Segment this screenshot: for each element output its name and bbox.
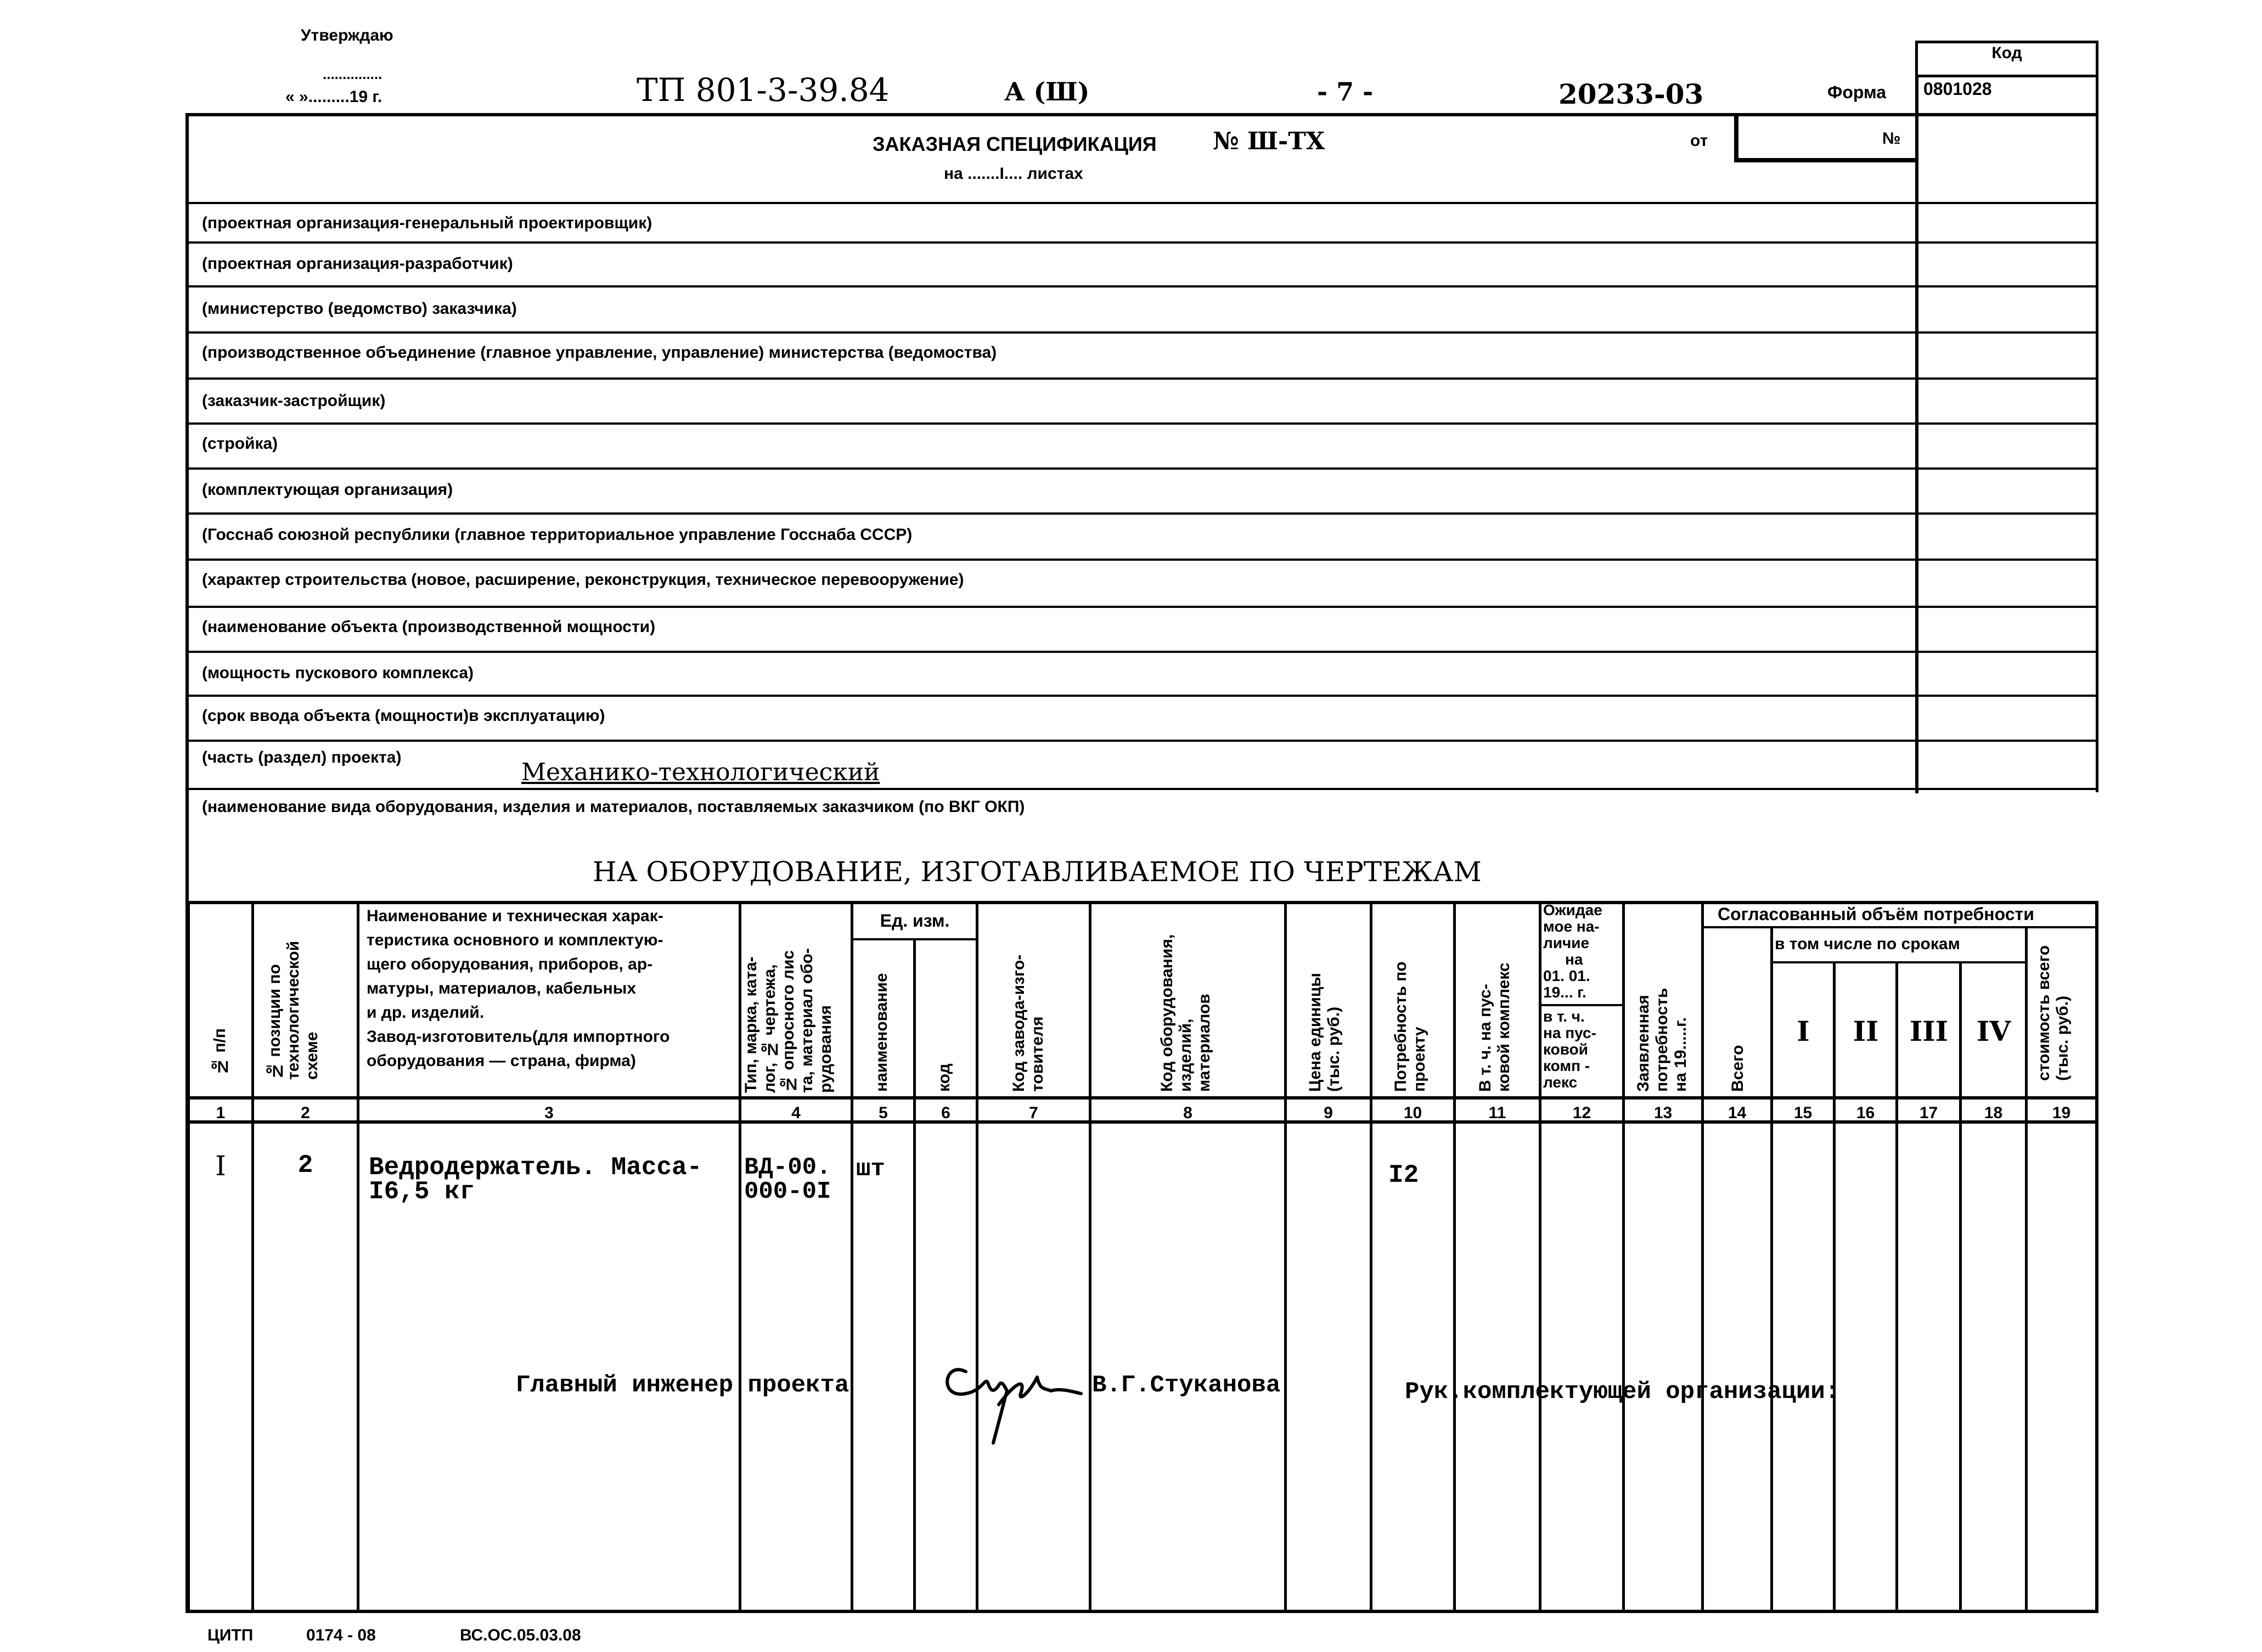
hdr-type-line: № опросного лис — [779, 950, 797, 1093]
hdr-declared-line: потребность — [1653, 988, 1671, 1092]
hdr-equip-line: Код оборудования, — [1158, 934, 1176, 1092]
hdr-name-line: оборудования — страна, фирма) — [367, 1052, 636, 1070]
hdr-term-1: I — [1797, 1015, 1810, 1047]
approve-date: « ».........19 г. — [285, 88, 382, 106]
col-number: 1 — [216, 1104, 226, 1122]
hdr-launch-line: ковой комплекс — [1495, 962, 1513, 1092]
row-object-name: (наименование объекта (производственной мощности) — [202, 618, 656, 636]
hdr-expected-launch-line: лекс — [1543, 1074, 1578, 1091]
hdr-by-terms: в том числе по срокам — [1775, 935, 1960, 953]
hdr-name-line: матуры, материалов, кабельных — [367, 979, 637, 997]
spec-sheets: на .......I.... листах — [944, 165, 1083, 183]
col-number: 11 — [1488, 1104, 1506, 1122]
col-number: 2 — [301, 1104, 310, 1122]
hdr-unit-name: наименование — [873, 973, 891, 1092]
hdr-price-line: Цена единицы — [1306, 973, 1324, 1092]
hdr-expected-line: на — [1565, 951, 1583, 968]
hdr-expected-line: 19... г. — [1543, 984, 1586, 1001]
hdr-type-line: Тип, марка, ката- — [742, 956, 760, 1093]
page-number: - 7 - — [1317, 77, 1374, 106]
doc-number: ТП 801-3-39.84 — [637, 71, 890, 109]
col-number: 14 — [1728, 1104, 1747, 1122]
hdr-expected-launch-line: на пус- — [1543, 1024, 1596, 1041]
item-type-line: 000-0I — [744, 1178, 831, 1205]
item-quantity: I2 — [1388, 1161, 1419, 1189]
row-customer: (заказчик-застройщик) — [202, 392, 386, 410]
hdr-equipment-code — [1158, 905, 1214, 1092]
col-number: 15 — [1793, 1104, 1813, 1122]
completing-org-head-label: Рук.комплектующей организации: — [1405, 1378, 1840, 1406]
footer-code-2: ВС.ОС.05.03.08 — [460, 1626, 581, 1644]
hdr-term-4: IV — [1976, 1015, 2011, 1047]
col-number: 18 — [1984, 1104, 2003, 1122]
hdr-unit-code: код — [935, 1063, 953, 1092]
chief-engineer-name: В.Г.Стуканова — [1092, 1372, 1281, 1399]
forma-label: Форма — [1827, 82, 1887, 102]
item-name-line: I6,5 кг — [369, 1177, 475, 1206]
hdr-position-text: № позиции по технологической схеме — [266, 940, 321, 1080]
col-number: 19 — [2052, 1104, 2071, 1122]
footer-org: ЦИТП — [207, 1626, 254, 1644]
item-type-line: ВД-00. — [744, 1154, 831, 1181]
hdr-expected-launch-line: комп - — [1543, 1057, 1590, 1074]
hdr-term-2: II — [1853, 1015, 1879, 1047]
item-row-number: I — [215, 1150, 226, 1182]
hdr-mfr-line: товителя — [1028, 1016, 1046, 1092]
project-part-value: Механико-технологический — [521, 758, 880, 786]
hdr-type-line: та, материал обо- — [798, 948, 816, 1093]
col-number: 12 — [1572, 1104, 1591, 1122]
hdr-unit-price — [1306, 933, 1343, 1092]
hdr-declared-line: на 19.....г. — [1672, 1017, 1690, 1092]
hdr-mfr-line: Код завода-изго- — [1010, 954, 1028, 1092]
col-number: 13 — [1653, 1104, 1673, 1122]
hdr-total: Всего — [1729, 1045, 1747, 1092]
col-number: 10 — [1403, 1104, 1422, 1122]
hdr-declared-line: Заявленная — [1634, 995, 1652, 1092]
hdr-expected-line: личие — [1543, 934, 1590, 951]
col-number: 7 — [1029, 1104, 1038, 1122]
hdr-launch-line: В т. ч. на пус- — [1476, 984, 1494, 1092]
col-number: 6 — [941, 1104, 950, 1122]
col-number: 4 — [791, 1104, 801, 1122]
hdr-expected-line: 01. 01. — [1543, 967, 1590, 984]
chief-engineer-label: Главный инженер проекта — [516, 1372, 849, 1399]
item-unit: шт — [856, 1155, 885, 1183]
row-construction: (стройка) — [202, 435, 278, 453]
spec-title: ЗАКАЗНАЯ СПЕЦИФИКАЦИЯ — [873, 133, 1157, 155]
row-gossnab: (Госснаб союзной республики (главное территориальное управление Госснаба СССР) — [202, 526, 913, 544]
row-general-designer: (проектная организация-генеральный проектировщик) — [202, 214, 652, 232]
hdr-name — [367, 904, 669, 1073]
hdr-demand-line: Потребность по — [1392, 961, 1410, 1092]
row-construction-type: (характер строительства (новое, расширение, реконструкция, техническое перевооружение) — [202, 571, 964, 589]
chief-engineer-signature-icon — [933, 1339, 1098, 1448]
spec-number: № Ш-ТХ — [1213, 127, 1325, 155]
hdr-position — [266, 915, 331, 1080]
item-position: 2 — [297, 1151, 313, 1180]
row-ministry: (министерство (ведомство) заказчика) — [202, 300, 517, 318]
hdr-expected-launch-line: в т. ч. — [1543, 1008, 1585, 1025]
hdr-type-line: рудования — [817, 1005, 835, 1093]
inventory-number: 20233-03 — [1558, 78, 1704, 110]
item-type — [744, 1155, 831, 1204]
section-title: НА ОБОРУДОВАНИЕ, ИЗГОТАВЛИВАЕМОЕ ПО ЧЕРТЕЖАМ — [593, 856, 1482, 888]
approve-dots: ............... — [323, 66, 382, 82]
row-project-part: (часть (раздел) проекта) — [202, 748, 402, 766]
row-developer: (проектная организация-разработчик) — [202, 255, 513, 273]
col-number: 17 — [1919, 1104, 1938, 1122]
row-equipment-kind: (наименование вида оборудования, изделия и материалов, поставляемых заказчиком (по ВКГ ОКП) — [202, 798, 1025, 816]
hdr-cost-line: стоимость всего — [2035, 945, 2053, 1081]
col-number: 5 — [879, 1104, 888, 1122]
hdr-name-line: Наименование и техническая харак- — [367, 907, 663, 925]
row-production-association: (производственное объединение (главное управление, управление) министерства (ведомоства) — [202, 343, 997, 362]
col-number: 16 — [1856, 1104, 1875, 1122]
hdr-name-line: Завод-изготовитель(для импортного — [367, 1028, 670, 1046]
hdr-project-demand — [1392, 933, 1429, 1092]
hdr-type-line: лог, № чертежа, — [761, 964, 779, 1093]
row-commissioning-date: (срок ввода объекта (мощности)в эксплуатацию) — [202, 707, 605, 725]
hdr-expected-stock — [1543, 902, 1602, 1001]
album-label: А (Ш) — [1004, 77, 1090, 106]
hdr-manufacturer-code — [1010, 911, 1047, 1092]
hdr-cost-line: (тыс. руб.) — [2053, 995, 2072, 1081]
hdr-equip-line: материалов — [1195, 994, 1213, 1092]
hdr-expected-line: Ожидае — [1543, 901, 1602, 918]
hdr-declared-demand — [1634, 966, 1690, 1092]
row-launch-capacity: (мощность пускового комплекса) — [202, 664, 474, 682]
hdr-type-mark — [742, 906, 835, 1093]
hdr-launch-complex — [1476, 927, 1513, 1092]
hdr-equip-line: изделий, — [1177, 1018, 1195, 1092]
hdr-total-cost — [2035, 933, 2072, 1081]
hdr-name-line: щего оборудования, приборов, ар- — [367, 955, 653, 973]
hdr-agreed-volume: Согласованный объём потребности — [1718, 904, 2034, 924]
col-number: 8 — [1183, 1104, 1192, 1122]
hdr-term-3: III — [1909, 1015, 1949, 1047]
hdr-price-line: (тыс. руб.) — [1325, 1006, 1343, 1092]
item-name — [369, 1155, 702, 1204]
ot-label: от — [1690, 132, 1708, 150]
row-completing-org: (комплектующая организация) — [202, 481, 453, 499]
forma-code: 0801028 — [1923, 79, 1992, 99]
item-name-line: Ведродержатель. Масса- — [369, 1153, 702, 1182]
hdr-expected-line: мое на- — [1543, 918, 1600, 935]
footer-code-1: 0174 - 08 — [306, 1626, 376, 1644]
hdr-expected-launch-line: ковой — [1543, 1041, 1588, 1058]
col-number: 9 — [1324, 1104, 1333, 1122]
hdr-row-number: № п/п — [211, 1028, 229, 1075]
hdr-unit-group: Ед. изм. — [880, 911, 950, 931]
hdr-name-line: теристика основного и комплектую- — [367, 931, 663, 949]
hdr-demand-line: проекту — [1410, 1027, 1428, 1092]
hdr-name-line: и др. изделий. — [367, 1003, 485, 1022]
kod-label: Код — [1991, 44, 2022, 62]
hdr-expected-launch — [1543, 1008, 1596, 1091]
approve-label: Утверждаю — [301, 26, 393, 44]
no-label: № — [1882, 129, 1901, 148]
col-number: 3 — [544, 1104, 554, 1122]
